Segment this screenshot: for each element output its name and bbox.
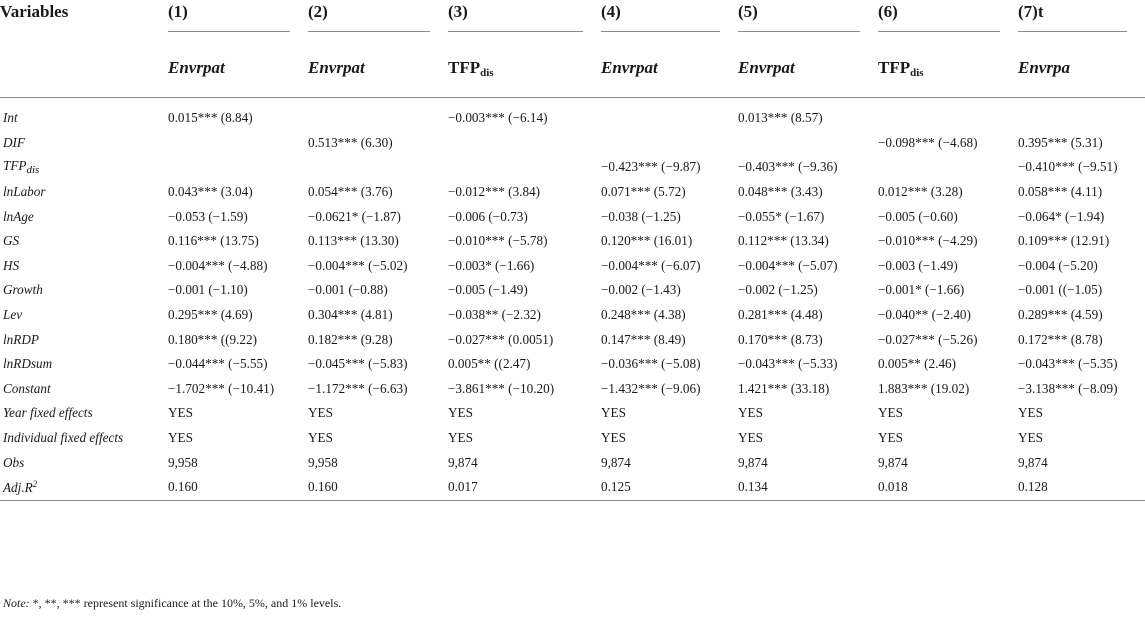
table-cell: 0.125 xyxy=(601,475,738,500)
table-cell: 0.120*** (16.01) xyxy=(601,233,693,249)
table-cell: YES xyxy=(738,405,763,421)
table-cell: −0.010*** (−4.29) xyxy=(878,233,978,249)
table-cell: 0.180*** ((9.22) xyxy=(168,331,258,347)
table-row xyxy=(0,229,1145,254)
table-cell: 9,874 xyxy=(878,454,908,470)
table-cell: 0.182*** (9.28) xyxy=(308,331,393,347)
column-number-header: (4) xyxy=(601,0,738,39)
row-variable-name: lnRDsum xyxy=(3,356,53,372)
table-row xyxy=(0,352,1145,377)
dependent-variable-header: Envrpat xyxy=(601,39,738,98)
table-cell: −0.003 (−1.49) xyxy=(878,257,958,273)
table-cell: 0.295*** (4.69) xyxy=(168,307,253,323)
table-cell: 0.048*** (3.43) xyxy=(738,184,823,200)
column-number-header: (2) xyxy=(308,0,448,39)
header-blank xyxy=(0,39,168,98)
table-cell: −1.432*** (−9.06) xyxy=(601,380,701,396)
table-row xyxy=(0,254,1145,279)
row-variable-name: GS xyxy=(3,233,20,249)
table-cell: −0.038 (−1.25) xyxy=(601,208,681,224)
table-cell: −0.053 (−1.59) xyxy=(168,208,248,224)
table-cell: −0.001 (−1.10) xyxy=(168,282,248,298)
table-row xyxy=(0,450,1145,475)
table-cell: YES xyxy=(308,405,333,421)
table-cell xyxy=(448,131,601,156)
table-cell xyxy=(168,131,308,156)
dependent-variable-header: $TFP_{dis}$ xyxy=(448,39,601,98)
table-cell: 9,874 xyxy=(1018,454,1048,470)
table-cell: 0.012*** (3.28) xyxy=(878,184,963,200)
variables-header: Variables xyxy=(0,2,69,21)
dependent-variable-header: Envrpat xyxy=(308,39,448,98)
column-number-header: (1) xyxy=(168,0,308,39)
table-cell: −0.001 ((−1.05) xyxy=(1018,282,1103,298)
header-row-numbers xyxy=(0,0,1145,39)
table-cell: −0.040** (−2.40) xyxy=(878,307,971,323)
table-row xyxy=(0,278,1145,303)
table-cell: 0.172*** (8.78) xyxy=(1018,331,1103,347)
dependent-variable-header: $TFP_{dis}$ xyxy=(878,39,1018,98)
table-cell xyxy=(601,131,738,156)
row-variable-name: lnRDP xyxy=(3,331,39,347)
table-cell: −0.004*** (−6.07) xyxy=(601,257,701,273)
table-cell: YES xyxy=(168,405,193,421)
table-row xyxy=(0,131,1145,156)
table-cell: YES xyxy=(448,405,473,421)
table-cell: 0.170*** (8.73) xyxy=(738,331,823,347)
table-cell: 0.017 xyxy=(448,475,601,500)
table-row xyxy=(0,98,1145,131)
table-cell: −0.010*** (−5.78) xyxy=(448,233,548,249)
table-cell: 0.071*** (5.72) xyxy=(601,184,686,200)
table-cell: 9,874 xyxy=(738,454,768,470)
row-variable-name: lnAge xyxy=(3,208,34,224)
table-cell: 0.116*** (13.75) xyxy=(168,233,259,249)
table-cell: 0.128 xyxy=(1018,475,1145,500)
row-variable-name: $Adj.R^2$ xyxy=(0,475,168,500)
column-number-header: (6) xyxy=(878,0,1018,39)
table-cell: −0.001 (−0.88) xyxy=(308,282,388,298)
table-cell xyxy=(738,131,878,156)
table-cell: YES xyxy=(448,430,473,446)
table-cell: 0.160 xyxy=(308,475,448,500)
table-cell: −0.423*** (−9.87) xyxy=(601,159,701,175)
table-cell: −3.138*** (−8.09) xyxy=(1018,380,1118,396)
table-cell: 0.289*** (4.59) xyxy=(1018,307,1103,323)
table-cell: 0.248*** (4.38) xyxy=(601,307,686,323)
table-cell: −0.064* (−1.94) xyxy=(1018,208,1105,224)
row-variable-name: Year fixed effects xyxy=(3,405,93,421)
row-variable-name: Obs xyxy=(3,454,25,470)
table-cell: −0.403*** (−9.36) xyxy=(738,159,838,175)
dependent-variable-header: Envrpat xyxy=(168,39,308,98)
table-row xyxy=(0,377,1145,402)
column-number-header: (5) xyxy=(738,0,878,39)
table-cell: 1.421*** (33.18) xyxy=(738,380,830,396)
table-cell: 0.113*** (13.30) xyxy=(308,233,399,249)
table-cell: −0.0621* (−1.87) xyxy=(308,208,401,224)
table-cell: −0.027*** (−5.26) xyxy=(878,331,978,347)
table-cell: 0.281*** (4.48) xyxy=(738,307,823,323)
dependent-variable-header: Envrpat xyxy=(738,39,878,98)
table-cell: −0.043*** (−5.33) xyxy=(738,356,838,372)
table-cell: 0.015*** (8.84) xyxy=(168,110,253,126)
table-cell: −0.098*** (−4.68) xyxy=(878,134,978,150)
row-variable-name: Growth xyxy=(3,282,43,298)
table-cell xyxy=(168,155,308,180)
table-row xyxy=(0,401,1145,426)
table-cell: 1.883*** (19.02) xyxy=(878,380,970,396)
table-cell: 0.018 xyxy=(878,475,1018,500)
table-cell: 0.054*** (3.76) xyxy=(308,184,393,200)
row-variable-name: Lev xyxy=(3,307,23,323)
table-cell: 0.013*** (8.57) xyxy=(738,110,823,126)
table-cell xyxy=(878,155,1018,180)
table-cell: −0.002 (−1.25) xyxy=(738,282,818,298)
table-cell: −0.004*** (−5.07) xyxy=(738,257,838,273)
table-cell: YES xyxy=(601,405,626,421)
table-cell: YES xyxy=(168,430,193,446)
table-cell: YES xyxy=(738,430,763,446)
row-variable-name: lnLabor xyxy=(3,184,46,200)
row-variable-name: Constant xyxy=(3,380,51,396)
table-cell: 0.147*** (8.49) xyxy=(601,331,686,347)
column-number-header: (7)t xyxy=(1018,0,1145,39)
table-cell: YES xyxy=(601,430,626,446)
table-cell: 0.134 xyxy=(738,475,878,500)
table-cell: −0.027*** (0.0051) xyxy=(448,331,554,347)
table-cell: −0.045*** (−5.83) xyxy=(308,356,408,372)
table-row xyxy=(0,180,1145,205)
table-cell: 9,874 xyxy=(601,454,631,470)
table-row xyxy=(0,426,1145,451)
table-cell: −0.006 (−0.73) xyxy=(448,208,528,224)
column-number-header: (3) xyxy=(448,0,601,39)
table-cell: −0.038** (−2.32) xyxy=(448,307,541,323)
table-cell: 0.395*** (5.31) xyxy=(1018,134,1103,150)
table-cell: −0.004*** (−4.88) xyxy=(168,257,268,273)
table-cell: −0.004*** (−5.02) xyxy=(308,257,408,273)
row-variable-name: DIF xyxy=(3,134,25,150)
table-cell: −0.004 (−5.20) xyxy=(1018,257,1098,273)
table-cell: −0.036*** (−5.08) xyxy=(601,356,701,372)
table-cell xyxy=(448,155,601,180)
table-row xyxy=(0,155,1145,180)
table-cell: −1.702*** (−10.41) xyxy=(168,380,275,396)
note-label: Note: xyxy=(3,596,30,610)
header-row-dependent-vars xyxy=(0,39,1145,98)
table-cell: 0.109*** (12.91) xyxy=(1018,233,1110,249)
table-cell: 0.513*** (6.30) xyxy=(308,134,393,150)
table-cell xyxy=(878,98,1018,131)
table-cell: 0.005** (2.46) xyxy=(878,356,957,372)
row-variable-name: Individual fixed effects xyxy=(3,430,124,446)
table-cell: YES xyxy=(878,430,903,446)
table-cell: −0.003* (−1.66) xyxy=(448,257,535,273)
table-cell: −1.172*** (−6.63) xyxy=(308,380,408,396)
table-cell xyxy=(308,98,448,131)
table-cell: −0.012*** (3.84) xyxy=(448,184,541,200)
table-note xyxy=(3,596,341,611)
table-body xyxy=(0,98,1145,501)
table-cell: 0.112*** (13.34) xyxy=(738,233,829,249)
table-cell xyxy=(601,98,738,131)
table-row xyxy=(0,475,1145,500)
table-cell: −0.001* (−1.66) xyxy=(878,282,965,298)
table-row xyxy=(0,327,1145,352)
table-cell: 0.058*** (4.11) xyxy=(1018,184,1103,200)
table-cell: −0.055* (−1.67) xyxy=(738,208,825,224)
row-variable-name: $TFP_{dis}$ xyxy=(3,158,40,177)
row-variable-name: HS xyxy=(3,257,20,273)
table-cell: 0.160 xyxy=(168,475,308,500)
table-cell: YES xyxy=(1018,405,1043,421)
table-cell: −0.005 (−0.60) xyxy=(878,208,958,224)
table-cell: −0.003*** (−6.14) xyxy=(448,110,548,126)
dependent-variable-header: Envrpa xyxy=(1018,39,1145,98)
table-cell: −0.410*** (−9.51) xyxy=(1018,159,1118,175)
table-cell: −0.043*** (−5.35) xyxy=(1018,356,1118,372)
table-cell: YES xyxy=(878,405,903,421)
table-cell: −3.861*** (−10.20) xyxy=(448,380,555,396)
note-text: *, **, *** represent significance at the 10%, 5%, and 1% levels. xyxy=(29,596,342,610)
row-variable-name: Int xyxy=(3,110,18,126)
table-cell: YES xyxy=(308,430,333,446)
table-row xyxy=(0,204,1145,229)
table-cell xyxy=(1018,98,1145,131)
table-cell: 9,958 xyxy=(168,454,198,470)
table-cell: −0.005 (−1.49) xyxy=(448,282,528,298)
table-cell: −0.002 (−1.43) xyxy=(601,282,681,298)
table-cell: 9,958 xyxy=(308,454,338,470)
table-cell: 0.043*** (3.04) xyxy=(168,184,253,200)
table-cell: 9,874 xyxy=(448,454,478,470)
table-cell xyxy=(308,155,448,180)
table-cell: 0.304*** (4.81) xyxy=(308,307,393,323)
table-cell: −0.044*** (−5.55) xyxy=(168,356,268,372)
table-cell: YES xyxy=(1018,430,1043,446)
table-cell: 0.005** ((2.47) xyxy=(448,356,531,372)
table-row xyxy=(0,303,1145,328)
